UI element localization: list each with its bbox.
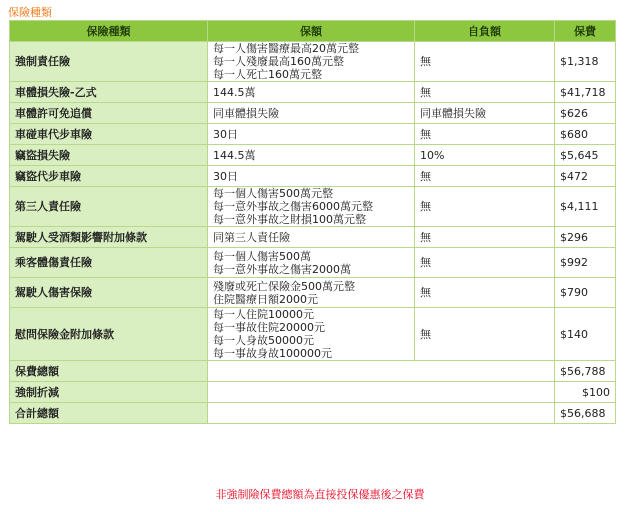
- row-type: 駕駛人受酒類影響附加條款: [10, 227, 208, 248]
- row-premium: $1,318: [555, 42, 616, 82]
- total-blank: [208, 403, 555, 424]
- insurance-table: [9, 20, 616, 424]
- coverage-line: 每一意外事故之傷害6000萬元整: [213, 200, 373, 213]
- row-coverage: [208, 42, 415, 82]
- total-label: 強制折減: [10, 382, 208, 403]
- section-title: 保險種類: [8, 6, 52, 19]
- table-row: [10, 82, 616, 103]
- header-type: 保險種類: [10, 21, 208, 42]
- row-deductible: 10%: [415, 145, 555, 166]
- row-type: 慰問保險金附加條款: [10, 308, 208, 361]
- row-type: 竊盜損失險: [10, 145, 208, 166]
- total-value: $100: [555, 382, 616, 403]
- table-row: [10, 166, 616, 187]
- coverage-line: 30日: [213, 169, 238, 183]
- row-deductible: 無: [415, 278, 555, 308]
- row-premium: $790: [555, 278, 616, 308]
- coverage-line: 30日: [213, 127, 238, 141]
- row-premium: $5,645: [555, 145, 616, 166]
- table-row: [10, 278, 616, 308]
- coverage-line: 144.5萬: [213, 85, 256, 99]
- row-type: 強制責任險: [10, 42, 208, 82]
- total-blank: [208, 361, 555, 382]
- row-coverage: [208, 124, 415, 145]
- coverage-line: 每一人傷害醫療最高20萬元整: [213, 42, 359, 55]
- row-deductible: 無: [415, 42, 555, 82]
- coverage-line: 每一人死亡160萬元整: [213, 68, 322, 81]
- row-coverage: [208, 308, 415, 361]
- row-type: 竊盜代步車險: [10, 166, 208, 187]
- coverage-line: 每一人殘廢最高160萬元整: [213, 55, 344, 68]
- row-deductible: 無: [415, 308, 555, 361]
- total-label: 合計總額: [10, 403, 208, 424]
- table-row: [10, 103, 616, 124]
- row-type: 第三人責任險: [10, 187, 208, 227]
- row-coverage: [208, 103, 415, 124]
- row-deductible: 無: [415, 248, 555, 278]
- row-premium: $41,718: [555, 82, 616, 103]
- total-blank: [208, 382, 555, 403]
- row-type: 乘客體傷責任險: [10, 248, 208, 278]
- total-row: [10, 403, 616, 424]
- row-premium: $4,111: [555, 187, 616, 227]
- total-label: 保費總額: [10, 361, 208, 382]
- row-deductible: 同車體損失險: [415, 103, 555, 124]
- coverage-line: 每一個人傷害500萬: [213, 249, 311, 263]
- total-row: [10, 361, 616, 382]
- row-type: 駕駛人傷害保險: [10, 278, 208, 308]
- row-deductible: 無: [415, 82, 555, 103]
- row-premium: $472: [555, 166, 616, 187]
- coverage-line: 殘廢或死亡保險金500萬元整: [213, 279, 355, 293]
- total-value: $56,688: [555, 403, 616, 424]
- row-deductible: 無: [415, 166, 555, 187]
- coverage-line: 每一事故身故100000元: [213, 347, 332, 360]
- row-type: 車體損失險-乙式: [10, 82, 208, 103]
- row-coverage: [208, 145, 415, 166]
- row-type: 車碰車代步車險: [10, 124, 208, 145]
- total-row: [10, 382, 616, 403]
- table-row: [10, 227, 616, 248]
- coverage-line: 同車體損失險: [213, 106, 279, 120]
- table-row: [10, 124, 616, 145]
- row-deductible: 無: [415, 227, 555, 248]
- table-row: [10, 308, 616, 361]
- total-value: $56,788: [555, 361, 616, 382]
- coverage-line: 每一事故住院20000元: [213, 321, 325, 334]
- row-premium: $680: [555, 124, 616, 145]
- coverage-line: 每一個人傷害500萬元整: [213, 187, 333, 200]
- header-premium: 保費: [555, 21, 616, 42]
- row-coverage: [208, 248, 415, 278]
- coverage-line: 144.5萬: [213, 148, 256, 162]
- row-coverage: [208, 187, 415, 227]
- row-premium: $140: [555, 308, 616, 361]
- row-coverage: [208, 82, 415, 103]
- coverage-line: 同第三人責任險: [213, 230, 290, 244]
- row-type: 車體許可免追償: [10, 103, 208, 124]
- row-coverage: [208, 227, 415, 248]
- coverage-line: 每一人身故50000元: [213, 334, 314, 347]
- row-coverage: [208, 278, 415, 308]
- header-deductible: 自負額: [415, 21, 555, 42]
- coverage-line: 住院醫療日額2000元: [213, 292, 318, 306]
- table-row: [10, 187, 616, 227]
- row-premium: $626: [555, 103, 616, 124]
- row-deductible: 無: [415, 124, 555, 145]
- header-coverage: 保額: [208, 21, 415, 42]
- table-body: [10, 42, 616, 424]
- coverage-line: 每一意外事故之財損100萬元整: [213, 213, 366, 226]
- row-premium: $296: [555, 227, 616, 248]
- row-premium: $992: [555, 248, 616, 278]
- coverage-line: 每一意外事故之傷害2000萬: [213, 262, 351, 276]
- table-row: [10, 248, 616, 278]
- row-coverage: [208, 166, 415, 187]
- coverage-line: 每一人住院10000元: [213, 308, 314, 321]
- table-row: [10, 145, 616, 166]
- table-row: [10, 42, 616, 82]
- premium-note: 非強制險保費總額為直接投保優惠後之保費: [215, 488, 425, 501]
- row-deductible: 無: [415, 187, 555, 227]
- table-header-row: [10, 21, 616, 42]
